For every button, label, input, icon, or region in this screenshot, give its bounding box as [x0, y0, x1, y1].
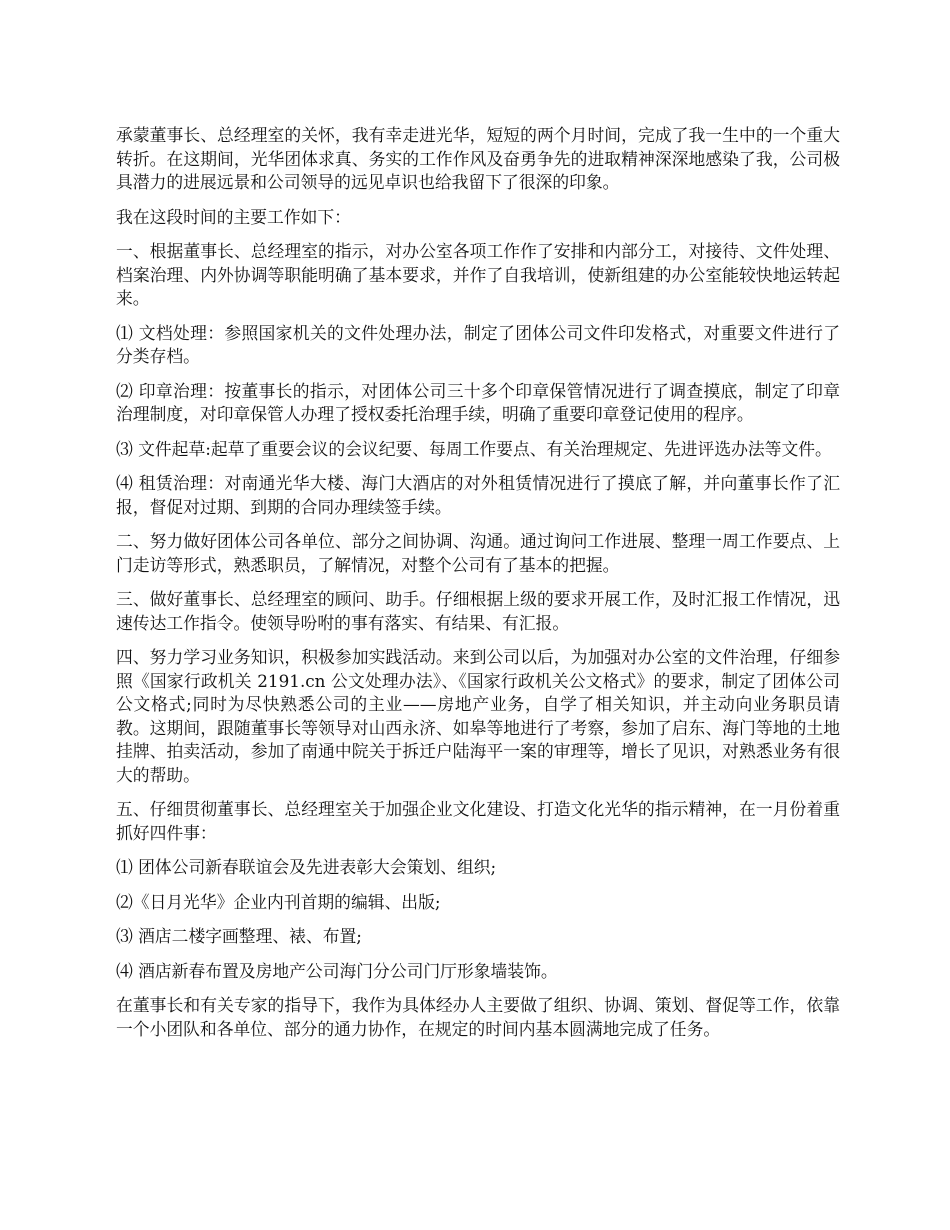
- paragraph-section-1-item-1: ⑴ 文档处理：参照国家机关的文件处理办法，制定了团体公司文件印发格式，对重要文件进行了分类存档。: [116, 322, 840, 366]
- document-page: [116, 124, 840, 1052]
- paragraph-section-5-item-1: ⑴ 团体公司新春联谊会及先进表彰大会策划、组织;: [116, 857, 497, 877]
- paragraph-section-1-item-4: ⑷ 租赁治理：对南通光华大楼、海门大酒店的对外租赁情况进行了摸底了解，并向董事长作了汇报，督促对过期、到期的合同办理续签手续。: [116, 473, 840, 517]
- paragraph-conclusion: 在董事长和有关专家的指导下，我作为具体经办人主要做了组织、协调、策划、督促等工作，依靠一个小团队和各单位、部分的通力协作，在规定的时间内基本圆满地完成了任务。: [116, 995, 840, 1039]
- paragraph-section-3: 三、做好董事长、总经理室的顾问、助手。仔细根据上级的要求开展工作，及时汇报工作情况，迅速传达工作指令。使领导吩咐的事有落实、有结果、有汇报。: [116, 589, 840, 633]
- paragraph-section-1-item-2: ⑵ 印章治理：按董事长的指示，对团体公司三十多个印章保管情况进行了调查摸底，制定了印章治理制度，对印章保管人办理了授权委托治理手续，明确了重要印章登记使用的程序。: [116, 380, 840, 424]
- paragraph-section-5: 五、仔细贯彻董事长、总经理室关于加强企业文化建设、打造文化光华的指示精神，在一月份着重抓好四件事：: [116, 799, 840, 843]
- paragraph-section-2: 二、努力做好团体公司各单位、部分之间协调、沟通。通过询问工作进展、整理一周工作要点、上门走访等形式，熟悉职员，了解情况，对整个公司有了基本的把握。: [116, 531, 840, 575]
- paragraph-section-4: 四、努力学习业务知识，积极参加实践活动。来到公司以后，为加强对办公室的文件治理，仔细参照《国家行政机关 2191.cn 公文处理办法》、《国家行政机关公文格式》的要求，制定了团体公司公文格式;同时为尽快熟悉公司的主业——房地产业务，自学了相关知识，并主动向业务职员请教。这期间，跟随董事长等领导对山西永济、如皋等地进行了考察，参加了启东、海门等地的土地挂牌、拍卖活动，参加了南通中院关于拆迁户陆海平一案的审理等，增长了见识，对熟悉业务有很大的帮助。: [116, 647, 840, 785]
- paragraph-section-5-item-3: ⑶ 酒店二楼字画整理、裱、布置;: [116, 926, 362, 946]
- paragraph-intro: 承蒙董事长、总经理室的关怀，我有幸走进光华，短短的两个月时间，完成了我一生中的一个重大转折。在这期间，光华团体求真、务实的工作作风及奋勇争先的进取精神深深地感染了我，公司极具潜力的进展远景和公司领导的远见卓识也给我留下了很深的印象。: [116, 125, 840, 192]
- paragraph-section-1: 一、根据董事长、总经理室的指示，对办公室各项工作作了安排和内部分工，对接待、文件处理、档案治理、内外协调等职能明确了基本要求，并作了自我培训，使新组建的办公室能较快地运转起来。: [116, 241, 840, 308]
- paragraph-section-5-item-4: ⑷ 酒店新春布置及房地产公司海门分公司门厅形象墙装饰。: [116, 960, 558, 981]
- paragraph-section-5-item-2: ⑵《日月光华》企业内刊首期的编辑、出版;: [116, 891, 441, 912]
- paragraph-section-1-item-3: ⑶ 文件起草:起草了重要会议的会议纪要、每周工作要点、有关治理规定、先进评选办法等文件。: [116, 438, 832, 459]
- paragraph-work-overview: 我在这段时间的主要工作如下：: [116, 206, 351, 227]
